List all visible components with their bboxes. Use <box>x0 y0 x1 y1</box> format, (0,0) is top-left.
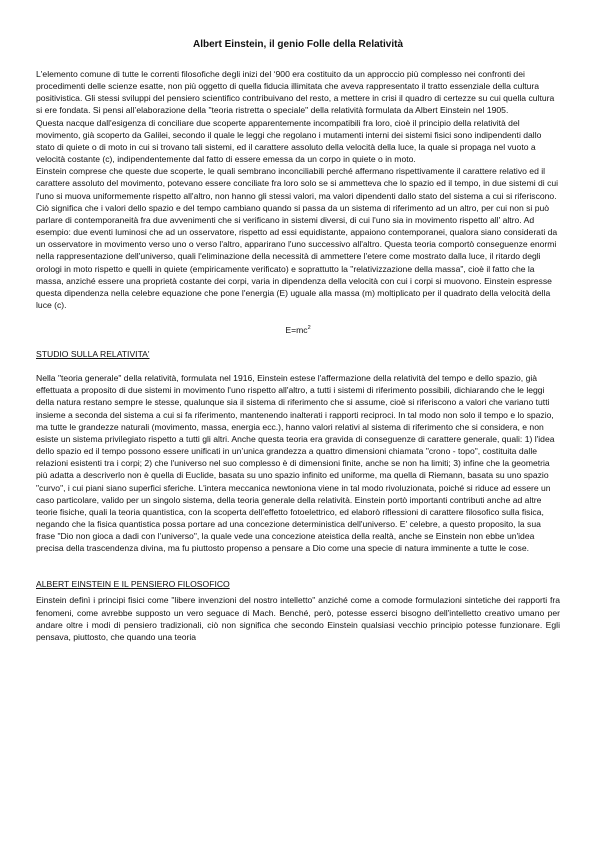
intro-paragraph: L'elemento comune di tutte le correnti filosofiche degli inizi del ‘900 era costituito da un approccio più complesso nei confronti dei procedimenti delle scienze esatte, non più oggetto di quella fiducia illimitata che aveva rappresentato il tratto essenziale della cultura positivistica. Gli stessi sviluppi del pensiero scientifico contribuivano del resto, a mettere in crisi il quadro di certezze su cui quella cultura si ere fondata. Si pensi all’elaborazione della "teoria ristretta o speciale" della relatività formulata da Albert Einstein nel 1905. <box>36 69 555 116</box>
philosophy-paragraph: Einstein definì i principi fisici come "libere invenzioni del nostro intelletto" anziché come a comode formulazioni sintetiche dei rapporti fra fenomeni, come avrebbe supposto un vero seguace di Mach. Benché, però, potesse esserci bisogno dell'intelletto creativo umano per andare oltre i modi di pensiero tradizionali, ciò non significa che secondo Einstein qualsiasi vecchio principio potesse funzionare. Egli pensava, piuttosto, che quando una teoria <box>36 595 560 642</box>
energy-mass-formula <box>36 324 560 336</box>
formula-base: E=mc <box>285 325 308 336</box>
document-title: Albert Einstein, il genio Folle della Relatività <box>192 39 404 50</box>
relativity-origin-paragraph: Questa nacque dall'esigenza di conciliare due scoperte apparentemente incompatibili fra loro, cioè il principio della relatività del movimento, già scoperto da Galilei, secondo il quale le leggi che regolano i mutamenti interni dei sistemi fisici sono indipendenti dallo stato di quiete o di moto in cui si trovano tali sistemi, ed il carattere assoluto della velocità della luce, la quale si propaga nel vuoto a velocità costante (c), indipendentemente dal fatto di essere emessa da un corpo in quiete o in moto. <box>36 117 542 165</box>
general-relativity-paragraph: Nella "teoria generale" della relatività, formulata nel 1916, Einstein estese l'affermazione della relatività del tempo e dello spazio, già effettuata a proposito di due sistemi in movimento l'uno rispetto all'altro, a tutti i sistemi di riferimento possibili, dichiarando che le leggi della natura restano sempre le stesse, qualunque sia il sistema di riferimento che si assume, cioè si riferiscono a valori che variano tutti insieme a seconda del sistema a cui si fa riferimento, mantenendo inalterati i rapporti reciproci. In tal modo non solo il tempo e lo spazio, ma tutte le grandezze naturali (movimento, massa, energia ecc.), hanno valori relativi al sistema di riferimento che si considera, e non esiste un sistema privilegiato rispetto a tutti gli altri. Anche questa teoria era gravida di conseguenze di carattere generale, quali: 1) l'idea dello spazio ed il tempo possono essere unificati in un’unica grandezza a quattro dimensioni chiamata "crono - topo", costituita dalle relazioni esistenti tra i corpi; 2) che l'universo nel suo complesso è di dimensioni finite, anche se non ha limiti; 3) infine che la geometria più adatta a descriverlo non è quella di Euclide, basata su uno spazio infinito ed uniforme, ma quella di Riemann, basata su uno spazio "curvo", i cui piani siano superfici sferiche. L'intera meccanica newtoniona viene in tal modo rivoluzionata, poiché si riduce ad essere un caso particolare, valido per un singolo sistema, della teoria generale della relatività. Einstein portò importanti contributi anche ad altre teorie fisiche, quali la teoria quantistica, con la scoperta dell'effetto fotoelettrico, ed elaborò riflessioni di carattere filosofico sulla fisica, negando che la fisica quantistica possa portare ad una concezione deterministica dell'universo. E' celebre, a questo proposito, la sua frase "Dio non gioca a dadi con l’universo", la quale vede una concezione ateistica della realtà, anche se Einstein non ebbe un'idea precisa della trascendenza divina, ma fu piuttosto propenso a pensare a Dio come una specie di natura imminente a tutte le cose. <box>36 373 555 554</box>
document-body <box>36 38 560 643</box>
special-relativity-paragraph: Einstein comprese che queste due scoperte, le quali sembrano inconciliabili perché affermano rispettivamente il carattere relativo ed il carattere assoluto del movimento, potevano essere conciliate fra loro solo se si ammetteva che lo spazio ed il tempo, in due sistemi di cui l'uno si muova uniformemente rispetto all'altro, non hanno gli stessi valori, ma valori dipendenti dallo stato del sistema a cui si riferiscono. Ciò significa che i valori dello spazio e del tempo cambiano quando si passa da un sistema di riferimento ad un altro, per cui non si può parlare di contemporaneità fra due avvenimenti che si verificano in sistemi diversi, di cui l'uno sia in movimento rispetto all' altro. Ad esempio: due eventi luminosi che ad un osservatore, rispetto ad essi equidistante, appaiono contemporanei, qualora siano considerati da un osservatore in movimento verso uno o verso l'altro, apparirano l'uno successivo all'altro. Questa teoria comportò conseguenze enormi nella rappresentazione dell'universo, quali l'eliminazione della necessità di ammettere l'etere come mostrato dalla luce, il ritardo degli orologi in moto rispetto e quelli in quiete (empiricamente verificato) e soprattutto la "relativizzazione della massa", cioè il fatto che la massa, anziché essere una proprietà costante dei corpi, varia in dipendenza della velocità con cui i corpi si muovono. Einstein espresse questa dipendenza nella celebre equazione che pone l'energia (E) uguale alla massa (m) moltiplicato per il quadrato della velocità della luce (c). <box>36 166 559 310</box>
section-heading-relativity-study: STUDIO SULLA RELATIVITA' <box>36 349 150 360</box>
formula-exponent: 2 <box>307 325 311 332</box>
section-heading-philosophy: ALBERT EINSTEIN E IL PENSIERO FILOSOFICO <box>36 579 230 590</box>
